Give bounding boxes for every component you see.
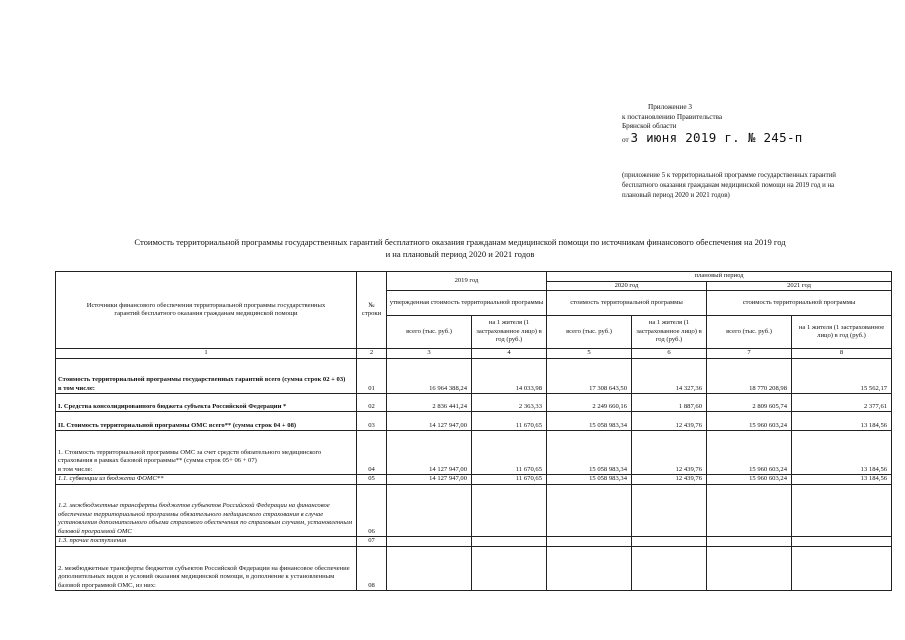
row-number: 08 <box>357 547 387 591</box>
column-number: 4 <box>472 349 547 359</box>
header-total-2020: всего (тыс. руб.) <box>547 316 632 349</box>
header-program-cost-2021: стоимость территориальной программы <box>707 291 892 316</box>
cost-table <box>55 271 892 591</box>
cell-total-2021 <box>707 537 792 547</box>
table-row <box>56 394 892 412</box>
cell-per-resident-2020: 12 439,76 <box>632 431 707 475</box>
header-year-2019: 2019 год <box>387 272 547 291</box>
row-label-sub: в том числе: <box>58 465 93 473</box>
header-row-1 <box>56 272 892 282</box>
cell-total-2021: 2 809 605,74 <box>707 394 792 412</box>
row-number: 04 <box>357 431 387 475</box>
cell-per-resident-2019: 11 670,65 <box>472 475 547 485</box>
cell-total-2021: 18 770 208,98 <box>707 359 792 394</box>
cell-per-resident-2021 <box>792 547 892 591</box>
cell-total-2021: 15 960 603,24 <box>707 412 792 431</box>
appendix-block <box>622 103 803 145</box>
cell-per-resident-2021: 13 184,56 <box>792 412 892 431</box>
cell-total-2020: 2 249 660,16 <box>547 394 632 412</box>
row-label <box>56 431 357 475</box>
cell-per-resident-2019: 2 363,33 <box>472 394 547 412</box>
cell-total-2020: 15 058 983,34 <box>547 431 632 475</box>
row-label-sub: в том числе: <box>58 384 95 392</box>
cell-per-resident-2020 <box>632 537 707 547</box>
row-label: 1.2. межбюджетные трансферты бюджетов субъектов Российской Федерации на финансовое обеспечение территориальной программы обязательного медицинского страхования в случае установления дополнительного объема страхового обеспечения по страховым случаям, установленным базовой программой ОМС <box>56 485 357 537</box>
row-label-text: 1. Стоимость территориальной программы ОМС за счет средств обязательного медицинского страхования в рамках базовой программы** (сумма строк 05+ 06 + 07) <box>58 448 322 464</box>
cell-per-resident-2021: 13 184,56 <box>792 475 892 485</box>
header-total-2019: всего (тыс. руб.) <box>387 316 472 349</box>
document-title-line1: Стоимость территориальной программы государственных гарантий бесплатного оказания гражданам медицинской помощи по источникам финансового обеспечения на 2019 год <box>134 237 786 247</box>
table-row <box>56 431 892 475</box>
cell-total-2019 <box>387 485 472 537</box>
document-title-line2: и на плановый период 2020 и 2021 годов <box>385 249 535 259</box>
appendix-resolution: к постановлению Правительства <box>622 112 723 121</box>
row-number: 07 <box>357 537 387 547</box>
cell-per-resident-2019: 11 670,65 <box>472 412 547 431</box>
table-row <box>56 485 892 537</box>
cell-total-2020 <box>547 537 632 547</box>
cell-per-resident-2021 <box>792 537 892 547</box>
row-label: 2. межбюджетные трансферты бюджетов субъектов Российской Федерации на финансовое обеспечение дополнительных видов и условий оказания медицинской помощи, в дополнение к установленным базовой программой ОМС, из них: <box>56 547 357 591</box>
cell-total-2020: 15 058 983,34 <box>547 475 632 485</box>
cell-total-2019 <box>387 547 472 591</box>
row-number: 01 <box>357 359 387 394</box>
header-sources: Источники финансового обеспечения территориальной программы государственных гарантий бесплатного оказания гражданам медицинской помощи <box>56 272 357 349</box>
table-row <box>56 475 892 485</box>
appendix-title: Приложение 3 <box>648 103 692 111</box>
column-number: 6 <box>632 349 707 359</box>
row-label-text: Стоимость территориальной программы государственных гарантий всего (сумма строк 02 + 03) <box>58 376 346 383</box>
header-total-2021: всего (тыс. руб.) <box>707 316 792 349</box>
annex-note: (приложение 5 к территориальной программе государственных гарантий бесплатного оказания гражданам медицинской помощи на 2019 год и на плановый период 2020 и 2021 годов) <box>622 172 836 199</box>
cell-per-resident-2021: 13 184,56 <box>792 431 892 475</box>
appendix-region: Брянской области <box>622 122 677 130</box>
cell-per-resident-2021: 15 562,17 <box>792 359 892 394</box>
cell-per-resident-2020: 1 887,60 <box>632 394 707 412</box>
table-row <box>56 547 892 591</box>
header-planning-period: плановый период <box>547 272 892 282</box>
cell-total-2019: 14 127 947,00 <box>387 412 472 431</box>
column-number: 8 <box>792 349 892 359</box>
cell-total-2019: 14 127 947,00 <box>387 431 472 475</box>
cell-per-resident-2021: 2 377,61 <box>792 394 892 412</box>
appendix-date-number: 3 июня 2019 г. № 245-п <box>630 129 803 145</box>
header-per-resident-2020: на 1 жителя (1 застрахованное лицо) в год (руб.) <box>632 316 707 349</box>
table-row <box>56 412 892 431</box>
table-row <box>56 537 892 547</box>
cell-per-resident-2020: 12 439,76 <box>632 475 707 485</box>
document-title <box>70 236 850 260</box>
row-number: 06 <box>357 485 387 537</box>
cell-per-resident-2020 <box>632 547 707 591</box>
header-program-cost-2020: стоимость территориальной программы <box>547 291 707 316</box>
cell-total-2020: 15 058 983,34 <box>547 412 632 431</box>
cell-per-resident-2020: 14 327,36 <box>632 359 707 394</box>
header-per-resident-2021: на 1 жителя (1 застрахованное лицо) в год (руб.) <box>792 316 892 349</box>
cell-per-resident-2020: 12 439,76 <box>632 412 707 431</box>
row-label: I. Средства консолидированного бюджета субъекта Российской Федерации * <box>56 394 357 412</box>
column-number: 3 <box>387 349 472 359</box>
row-label <box>56 359 357 394</box>
cell-per-resident-2021 <box>792 485 892 537</box>
cell-per-resident-2019 <box>472 547 547 591</box>
cell-total-2021 <box>707 485 792 537</box>
cell-per-resident-2019 <box>472 485 547 537</box>
column-number: 1 <box>56 349 357 359</box>
column-number: 2 <box>357 349 387 359</box>
header-per-resident-2019: на 1 жителя (1 застрахованное лицо) в год (руб.) <box>472 316 547 349</box>
cell-total-2021 <box>707 547 792 591</box>
row-number: 02 <box>357 394 387 412</box>
cell-total-2019: 2 836 441,24 <box>387 394 472 412</box>
cell-total-2021: 15 960 603,24 <box>707 475 792 485</box>
header-year-2021: 2021 год <box>707 281 892 291</box>
table-row <box>56 359 892 394</box>
header-approved-cost: утвержденная стоимость территориальной программы <box>387 291 547 316</box>
row-label: 1.1. субвенции из бюджета ФОМС** <box>56 475 357 485</box>
column-number: 7 <box>707 349 792 359</box>
cell-total-2020 <box>547 485 632 537</box>
header-row-no: № строки <box>357 272 387 349</box>
header-year-2020: 2020 год <box>547 281 707 291</box>
cell-total-2019: 16 964 388,24 <box>387 359 472 394</box>
appendix-from: от <box>622 135 629 144</box>
cell-total-2020: 17 308 643,50 <box>547 359 632 394</box>
cell-total-2020 <box>547 547 632 591</box>
appendix-order <box>622 129 803 146</box>
row-number: 03 <box>357 412 387 431</box>
cell-per-resident-2019 <box>472 537 547 547</box>
row-label: 1.3. прочие поступления <box>56 537 357 547</box>
cell-total-2019: 14 127 947,00 <box>387 475 472 485</box>
row-number: 05 <box>357 475 387 485</box>
cell-per-resident-2019: 14 033,98 <box>472 359 547 394</box>
cell-total-2021: 15 960 603,24 <box>707 431 792 475</box>
column-number-row <box>56 349 892 359</box>
row-label: II. Стоимость территориальной программы ОМС всего** (сумма строк 04 + 08) <box>56 412 357 431</box>
column-number: 5 <box>547 349 632 359</box>
cell-per-resident-2020 <box>632 485 707 537</box>
cell-total-2019 <box>387 537 472 547</box>
cell-per-resident-2019: 11 670,65 <box>472 431 547 475</box>
